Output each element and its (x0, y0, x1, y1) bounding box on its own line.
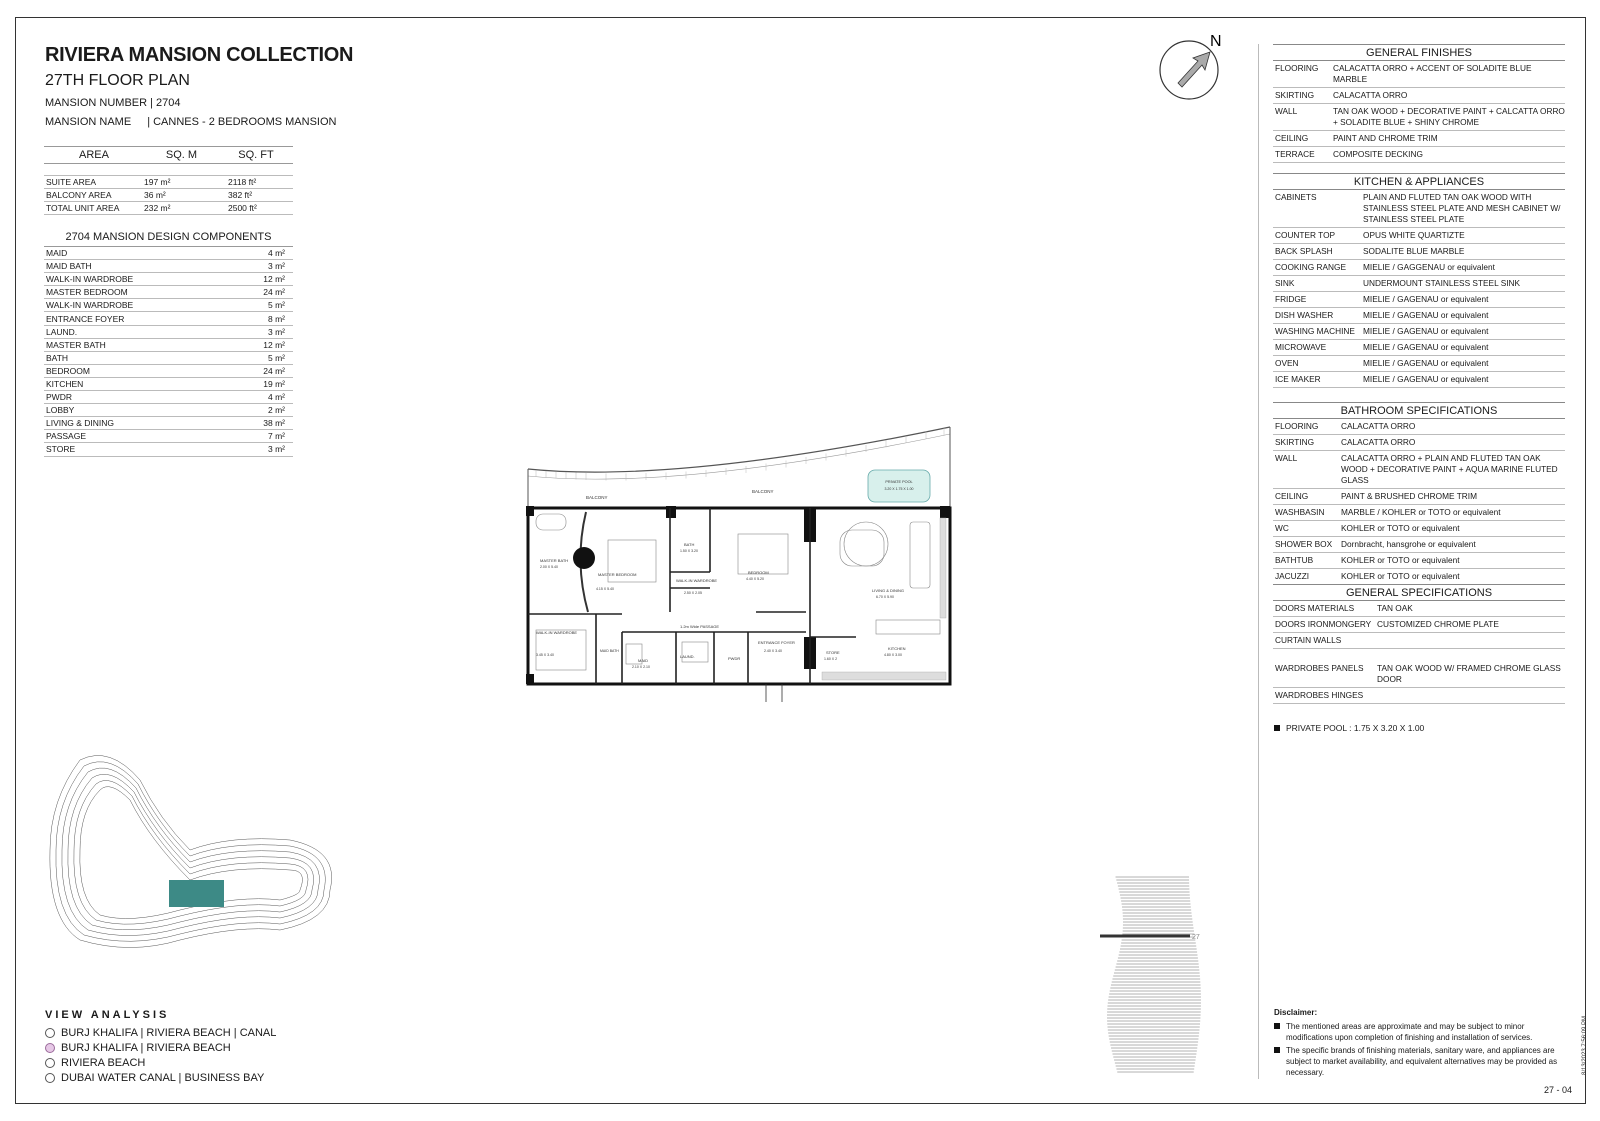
spec-key: WASHBASIN (1275, 507, 1325, 517)
table-row (44, 443, 293, 456)
component-name: MAID (46, 248, 68, 259)
bathroom-specs-rows (1273, 419, 1565, 585)
spec-row (1273, 260, 1565, 276)
spec-key: ICE MAKER (1275, 374, 1321, 384)
spec-key: WARDROBES PANELS (1275, 663, 1364, 673)
print-timestamp: 8/13/2023 7:56:09 PM (1582, 1015, 1588, 1075)
component-name: WALK-IN WARDROBE (46, 274, 134, 285)
spec-key: SKIRTING (1275, 437, 1315, 447)
master-bedroom-dim: 4.15 X 5.40 (596, 587, 614, 591)
spec-row (1273, 276, 1565, 292)
component-name: PASSAGE (46, 431, 86, 442)
bathroom-specs-table (1273, 402, 1565, 585)
bath-label: BATH (684, 542, 695, 547)
balcony-label: BALCONY (752, 489, 774, 494)
area-sqm: 197 m² (144, 177, 171, 187)
component-name: BATH (46, 352, 69, 363)
disclaimer-title: Disclaimer: (1274, 1008, 1318, 1017)
spec-row (1273, 633, 1565, 649)
component-area: 12 m² (263, 339, 285, 350)
mansion-number: MANSION NUMBER | 2704 (45, 97, 181, 109)
sqft-col-header: SQ. FT (238, 149, 274, 161)
radio-icon[interactable] (45, 1028, 55, 1038)
balcony-curve (528, 427, 950, 472)
mansion-name (45, 116, 336, 128)
area-name: SUITE AREA (46, 177, 97, 187)
spec-key: CABINETS (1275, 192, 1317, 202)
table-row (44, 404, 293, 417)
table-row (44, 299, 293, 312)
store-dim: 1.60 X 2 (824, 657, 838, 661)
spec-key: FLOORING (1275, 63, 1319, 73)
general-finishes-rows (1273, 61, 1565, 163)
spec-key: MICROWAVE (1275, 342, 1327, 352)
spec-key: BACK SPLASH (1275, 246, 1333, 256)
spec-row (1273, 104, 1565, 131)
master-bath-dim: 2.00 X 5.40 (540, 565, 558, 569)
spec-value: UNDERMOUNT STAINLESS STEEL SINK (1363, 278, 1521, 288)
spec-row (1273, 244, 1565, 260)
spec-row (1273, 190, 1565, 228)
table-row (44, 417, 293, 430)
disclaimer-item (1274, 1045, 1564, 1078)
spec-key: WALL (1275, 106, 1298, 116)
spec-key: DISH WASHER (1275, 310, 1334, 320)
spec-key: DOORS MATERIALS (1275, 603, 1355, 613)
area-table (44, 146, 293, 215)
area-col-header: AREA (79, 149, 109, 161)
table-row (44, 365, 293, 378)
foyer-dim: 2.40 X 3.40 (764, 649, 782, 653)
spec-key: BATHTUB (1275, 555, 1314, 565)
spec-value: PAINT & BRUSHED CHROME TRIM (1341, 491, 1477, 501)
balcony-label: BALCONY (586, 495, 608, 500)
view-option[interactable] (45, 1040, 276, 1055)
spec-value: KOHLER or TOTO or equivalent (1341, 523, 1460, 533)
north-label: N (1210, 33, 1222, 50)
spec-key: SKIRTING (1275, 90, 1315, 100)
spec-value: COMPOSITE DECKING (1333, 149, 1423, 159)
kitchen-appliances-rows (1273, 190, 1565, 388)
kitchen-label: KITCHEN (888, 646, 906, 651)
area-sqm: 36 m² (144, 190, 166, 200)
pwdr-label: PWDR (728, 656, 741, 661)
table-row (44, 260, 293, 273)
component-area: 8 m² (268, 313, 285, 324)
spec-value: KOHLER or TOTO or equivalent (1341, 571, 1460, 581)
area-name: BALCONY AREA (46, 190, 112, 200)
spec-value: OPUS WHITE QUARTIZTE (1363, 230, 1465, 240)
general-specs-table (1273, 584, 1565, 704)
spec-key: CEILING (1275, 491, 1309, 501)
component-area: 5 m² (268, 300, 285, 311)
sqm-col-header: SQ. M (165, 149, 198, 161)
spec-value: CALACATTA ORRO + ACCENT OF SOLADITE BLUE MARBLE (1333, 63, 1532, 84)
kitchen-appliances-table (1273, 173, 1565, 388)
tower-elevation (1100, 875, 1220, 1080)
spec-row (1273, 451, 1565, 489)
spec-row (1273, 537, 1565, 553)
spec-key: FLOORING (1275, 421, 1319, 431)
spec-key: CEILING (1275, 133, 1309, 143)
component-area: 19 m² (263, 378, 285, 389)
component-name: MAID BATH (46, 261, 92, 272)
bathroom-specs-title: BATHROOM SPECIFICATIONS (1273, 402, 1565, 419)
component-area: 3 m² (268, 326, 285, 337)
master-bath-label: MASTER BATH (540, 558, 569, 563)
components-title: 2704 MANSION DESIGN COMPONENTS (44, 229, 293, 247)
spec-value: SODALITE BLUE MARBLE (1363, 246, 1465, 256)
component-name: LIVING & DINING (46, 418, 115, 429)
view-option[interactable] (45, 1070, 276, 1085)
kitchen-dim: 4.80 X 3.00 (884, 653, 902, 657)
spec-value: MARBLE / KOHLER or TOTO or equivalent (1341, 507, 1501, 517)
bedroom-label: BEDROOM (748, 570, 769, 575)
spec-row (1273, 435, 1565, 451)
spec-value: MIELIE / GAGENAU or equivalent (1363, 374, 1489, 384)
spec-value: TAN OAK (1377, 603, 1413, 613)
spec-row (1273, 340, 1565, 356)
table-row (44, 378, 293, 391)
passage-label: 1.2m Wide PASSAGE (680, 624, 720, 629)
table-row (44, 176, 293, 189)
spec-key: JACUZZI (1275, 571, 1310, 581)
component-name: WALK-IN WARDROBE (46, 300, 134, 311)
column-round (573, 547, 595, 569)
component-area: 2 m² (268, 405, 285, 416)
view-option[interactable] (45, 1055, 276, 1070)
spec-row (1273, 147, 1565, 163)
spec-value: CUSTOMIZED CHROME PLATE (1377, 619, 1499, 629)
bullet-square-icon (1274, 1047, 1280, 1053)
spec-key: SINK (1275, 278, 1295, 288)
general-specs-title: GENERAL SPECIFICATIONS (1273, 584, 1565, 601)
area-sqm: 232 m² (144, 203, 171, 213)
page-number: 27 - 04 (1544, 1085, 1573, 1095)
view-option-label: DUBAI WATER CANAL | BUSINESS BAY (61, 1071, 265, 1084)
laund-label: LAUND. (680, 654, 695, 659)
private-pool (868, 470, 930, 502)
component-area: 38 m² (263, 418, 285, 429)
spec-row (1273, 61, 1565, 88)
spec-row (1273, 131, 1565, 147)
radio-icon[interactable] (45, 1058, 55, 1068)
spec-value: MIELIE / GAGENAU or equivalent (1363, 294, 1489, 304)
table-row (44, 189, 293, 202)
walkin-label: WALK-IN WARDROBE (676, 578, 718, 583)
spec-key: CURTAIN WALLS (1275, 635, 1342, 645)
spec-value: KOHLER or TOTO or equivalent (1341, 555, 1460, 565)
table-spacer (44, 164, 293, 176)
spec-key: COUNTER TOP (1275, 230, 1336, 240)
floor-plan (526, 422, 974, 702)
master-bedroom-label: MASTER BEDROOM (598, 572, 637, 577)
living-dim: 6.70 X 5.90 (876, 595, 894, 599)
spec-row (1273, 356, 1565, 372)
table-row (44, 352, 293, 365)
spec-key: WARDROBES HINGES (1275, 690, 1364, 700)
pool-note-text: PRIVATE POOL : 1.75 X 3.20 X 1.00 (1286, 723, 1425, 733)
spec-key: COOKING RANGE (1275, 262, 1346, 272)
component-name: LAUND. (46, 326, 78, 337)
spec-key: WASHING MACHINE (1275, 326, 1355, 336)
spec-value: PLAIN AND FLUTED TAN OAK WOOD WITH STAINLESS STEEL PLATE AND MESH CABINET W/ STAINLESS STEEL PLATE (1363, 192, 1561, 224)
view-analysis-title: VIEW ANALYSIS (45, 1009, 170, 1021)
table-row (44, 273, 293, 286)
bullet-square-icon (1274, 1023, 1280, 1029)
components-rows (44, 247, 293, 457)
spec-value: MIELIE / GAGENAU or equivalent (1363, 358, 1489, 368)
component-area: 3 m² (268, 444, 285, 455)
spec-key: TERRACE (1275, 149, 1315, 159)
component-area: 24 m² (263, 287, 285, 298)
spec-row (1273, 88, 1565, 104)
kitchen-appliances-title: KITCHEN & APPLIANCES (1273, 173, 1565, 190)
spec-value: MIELIE / GAGGENAU or equivalent (1363, 262, 1495, 272)
component-name: ENTRANCE FOYER (46, 313, 125, 324)
mansion-name-value: | CANNES - 2 BEDROOMS MANSION (147, 116, 337, 128)
site-map (40, 740, 340, 970)
spec-row (1273, 419, 1565, 435)
spec-value: CALACATTA ORRO (1341, 437, 1416, 447)
table-row (44, 326, 293, 339)
spec-row (1273, 489, 1565, 505)
component-area: 5 m² (268, 352, 285, 363)
pool-label: PRIVATE POOL (885, 480, 913, 484)
component-name: KITCHEN (46, 378, 84, 389)
view-option-label: RIVIERA BEACH (61, 1056, 146, 1069)
table-row (44, 391, 293, 404)
design-components-table (44, 229, 293, 457)
maid-bath-label: MAID BATH (600, 649, 619, 653)
disclaimer (1274, 1007, 1564, 1080)
area-table-header (44, 146, 293, 164)
document-title: RIVIERA MANSION COLLECTION (45, 44, 354, 66)
spec-key: WALL (1275, 453, 1298, 463)
spec-row (1273, 324, 1565, 340)
spec-value: Dornbracht, hansgrohe or equivalent (1341, 539, 1476, 549)
disclaimer-item (1274, 1021, 1564, 1043)
view-option[interactable] (45, 1025, 276, 1040)
spec-row (1273, 569, 1565, 585)
spec-value: TAN OAK WOOD W/ FRAMED CHROME GLASS DOOR (1377, 663, 1561, 684)
bedroom-dim: 4.40 X 5.20 (746, 577, 764, 581)
spec-row (1273, 308, 1565, 324)
spec-value: CALACATTA ORRO (1333, 90, 1408, 100)
component-name: MASTER BATH (46, 339, 106, 350)
general-specs-rows (1273, 601, 1565, 704)
spec-value (1377, 635, 1565, 646)
component-name: BEDROOM (46, 365, 90, 376)
area-sqft: 382 ft² (228, 190, 253, 200)
bullet-square-icon (1274, 725, 1280, 731)
area-sqft: 2500 ft² (228, 203, 257, 213)
component-area: 24 m² (263, 365, 285, 376)
disclaimer-text: The mentioned areas are approximate and may be subject to minor modifications upon completion of finishing and installation of services. (1286, 1022, 1533, 1042)
radio-selected-icon[interactable] (45, 1043, 55, 1053)
view-option-label: BURJ KHALIFA | RIVIERA BEACH | CANAL (61, 1026, 277, 1039)
spec-value (1377, 690, 1565, 701)
spec-row (1273, 372, 1565, 388)
spec-row (1273, 505, 1565, 521)
radio-icon[interactable] (45, 1073, 55, 1083)
unit-highlight (169, 880, 224, 907)
component-area: 3 m² (268, 261, 285, 272)
area-name: TOTAL UNIT AREA (46, 203, 120, 213)
spec-key: SHOWER BOX (1275, 539, 1333, 549)
maid-label: MAID (638, 658, 648, 663)
table-row (44, 202, 293, 215)
floor-plan-subtitle: 27TH FLOOR PLAN (45, 72, 190, 89)
table-row (44, 430, 293, 443)
component-area: 12 m² (263, 274, 285, 285)
spec-value: MIELIE / GAGENAU or equivalent (1363, 326, 1489, 336)
spec-value: MIELIE / GAGENAU or equivalent (1363, 342, 1489, 352)
table-row (44, 286, 293, 299)
foyer-label: ENTRANCE FOYER (758, 640, 795, 645)
general-finishes-title: GENERAL FINISHES (1273, 44, 1565, 61)
spec-key: DOORS IRONMONGERY (1275, 619, 1372, 629)
pool-note (1274, 723, 1424, 733)
spec-row (1273, 292, 1565, 308)
spec-value: TAN OAK WOOD + DECORATIVE PAINT + CALCATTA ORRO + SOLADITE BLUE + SHINY CHROME (1333, 106, 1565, 127)
general-finishes-table (1273, 44, 1565, 163)
spec-row (1273, 521, 1565, 537)
spec-key: OVEN (1275, 358, 1299, 368)
spec-row (1273, 553, 1565, 569)
pool-dim: 3.20 X 1.75 X 1.00 (884, 487, 914, 491)
spec-row (1273, 617, 1565, 633)
spec-value: MIELIE / GAGENAU or equivalent (1363, 310, 1489, 320)
bath-dim: 1.50 X 3.20 (680, 549, 698, 553)
component-name: STORE (46, 444, 76, 455)
spec-key: FRIDGE (1275, 294, 1307, 304)
spec-row (1273, 688, 1565, 704)
living-label: LIVING & DINING (872, 588, 905, 593)
component-name: LOBBY (46, 405, 75, 416)
component-area: 4 m² (268, 248, 285, 259)
elevation-floor-label: 27 (1192, 934, 1200, 941)
spec-value: CALACATTA ORRO (1341, 421, 1416, 431)
table-row (44, 247, 293, 260)
spec-value: PAINT AND CHROME TRIM (1333, 133, 1438, 143)
walkin2-dim: 3.45 X 3.40 (536, 653, 554, 657)
component-name: PWDR (46, 392, 72, 403)
view-option-label: BURJ KHALIFA | RIVIERA BEACH (61, 1041, 231, 1054)
spec-row (1273, 228, 1565, 244)
spec-row (1273, 601, 1565, 617)
view-analysis-list (45, 1025, 276, 1085)
table-row (44, 312, 293, 325)
mansion-name-label: MANSION NAME (45, 116, 132, 128)
store-label: STORE (826, 650, 840, 655)
component-area: 4 m² (268, 392, 285, 403)
spec-value: CALACATTA ORRO + PLAIN AND FLUTED TAN OAK WOOD + DECORATIVE PAINT + AQUA MARINE FLUTED GLASS (1341, 453, 1558, 485)
area-sqft: 2118 ft² (228, 177, 257, 187)
maid-dim: 2.10 X 2.10 (632, 665, 650, 669)
component-area: 7 m² (268, 431, 285, 442)
walkin2-label: WALK-IN WARDROBE (536, 630, 578, 635)
walkin-dim: 2.50 X 2.05 (684, 591, 702, 595)
component-name: MASTER BEDROOM (46, 287, 128, 298)
spec-row (1273, 661, 1565, 688)
north-arrow-icon (1158, 28, 1228, 103)
spec-key: WC (1275, 523, 1289, 533)
table-row (44, 339, 293, 352)
disclaimer-text: The specific brands of finishing materials, sanitary ware, and appliances are subject to market availability, and equivalent alternatives may be provided as necessary. (1286, 1046, 1558, 1077)
column-divider (1258, 44, 1259, 1079)
